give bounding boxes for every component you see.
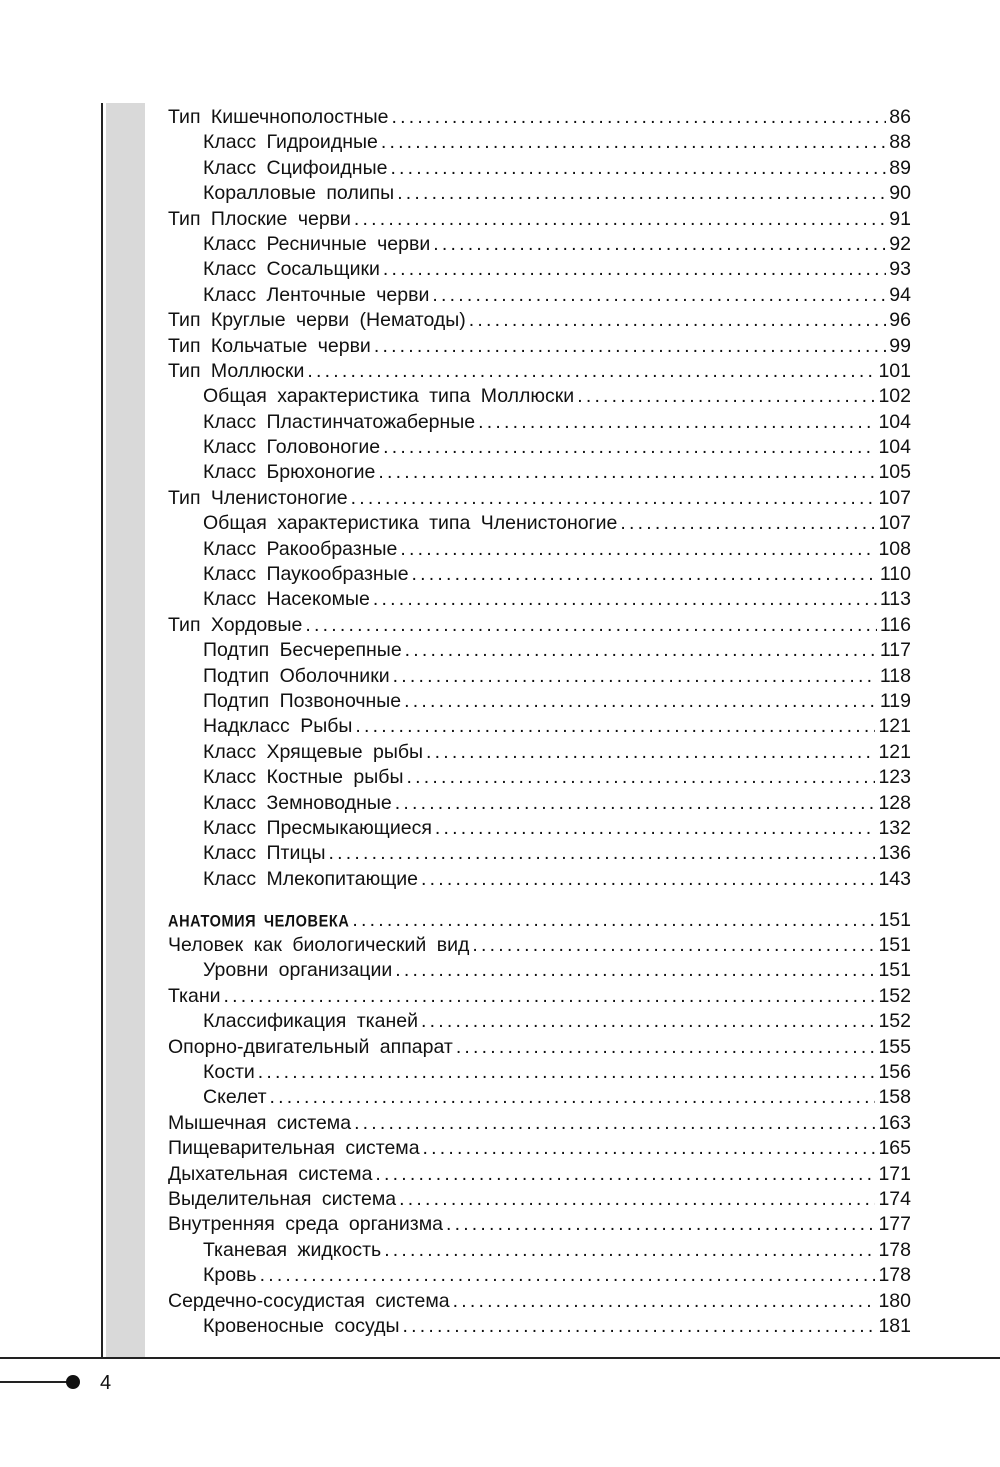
toc-entry-page: 110 <box>879 563 911 586</box>
toc-leader-dots <box>355 714 875 739</box>
toc-entry <box>168 984 911 1009</box>
toc-entry-page: 93 <box>889 258 911 281</box>
toc-leader-dots <box>446 1212 876 1237</box>
toc-leader-dots <box>421 1009 875 1034</box>
toc-entry-page: 99 <box>889 334 911 357</box>
toc-entry-title: Внутренняя среда организма <box>168 1213 443 1236</box>
page-number: 4 <box>100 1372 112 1394</box>
toc-entry-page: 92 <box>889 232 911 255</box>
toc-entry-title: Подтип Оболочники <box>203 664 390 687</box>
toc-entry <box>168 308 911 333</box>
toc-leader-dots <box>374 334 886 359</box>
toc-entry <box>168 156 911 181</box>
toc-entry-page: 151 <box>878 959 911 982</box>
toc-entry-page: 136 <box>878 842 911 865</box>
toc-entry-title: Класс Костные рыбы <box>203 766 404 789</box>
toc-entry-page: 104 <box>878 436 911 459</box>
toc-leader-dots <box>305 613 877 638</box>
toc-entry-title: Классификация тканей <box>203 1010 418 1033</box>
toc-entry-title: Класс Гидроидные <box>203 131 378 154</box>
toc-leader-dots <box>307 359 875 384</box>
toc-entry-title: Выделительная система <box>168 1188 397 1210</box>
toc-leader-dots <box>405 638 877 663</box>
toc-entry <box>168 689 911 714</box>
toc-leader-dots <box>383 257 886 282</box>
toc-leader-dots <box>432 283 886 308</box>
toc-entry-page: 152 <box>878 1010 911 1033</box>
toc-entry-page: 132 <box>878 816 911 839</box>
toc-entry-page: 163 <box>878 1111 911 1134</box>
toc-entry <box>168 257 911 282</box>
toc-entry-title: Дыхательная система <box>168 1162 373 1185</box>
toc-entry-title: Класс Сцифоидные <box>203 156 388 179</box>
toc-entry-page: 117 <box>879 639 911 662</box>
toc-leader-dots <box>354 207 886 232</box>
toc-entry-page: 177 <box>878 1213 911 1236</box>
footer-rule <box>0 1357 1000 1359</box>
toc-entry-page: 90 <box>889 182 911 205</box>
toc-entry <box>168 537 911 562</box>
toc-entry-title: Класс Пресмыкающиеся <box>203 816 432 839</box>
toc-entry <box>168 1162 911 1187</box>
toc-entry-title: Класс Хрящевые рыбы <box>203 740 424 763</box>
toc-leader-dots <box>435 816 876 841</box>
toc-entry-title: Скелет <box>203 1086 267 1109</box>
toc-entry <box>168 841 911 866</box>
toc-entry <box>168 105 911 130</box>
toc-entry <box>168 1060 911 1085</box>
toc-entry-page: 178 <box>878 1238 911 1261</box>
toc-entry <box>168 740 911 765</box>
gray-margin-band <box>106 103 145 1357</box>
toc-entry-title: Пищеварительная система <box>168 1137 420 1160</box>
toc-entry-page: 107 <box>878 512 911 535</box>
toc-leader-dots <box>383 435 875 460</box>
toc-entry-title: Класс Ракообразные <box>203 537 398 560</box>
toc-entry-page: 105 <box>878 461 911 484</box>
footer-bullet-icon <box>66 1375 80 1389</box>
toc-leader-dots <box>270 1085 876 1110</box>
toc-entry <box>168 334 911 359</box>
toc-entry <box>168 181 911 206</box>
toc-entry-title: Тип Круглые черви (Нематоды) <box>168 309 466 332</box>
toc-entry <box>168 714 911 739</box>
toc-leader-dots <box>390 156 886 181</box>
toc-entry <box>168 486 911 511</box>
toc-entry-title: Кровеносные сосуды <box>203 1314 400 1337</box>
footer-pointer-line <box>0 1381 72 1383</box>
toc-leader-dots <box>393 664 877 689</box>
toc-leader-dots <box>404 689 877 714</box>
toc-entry-title: АНАТОМИЯ ЧЕЛОВЕКА <box>168 912 350 931</box>
toc-entry-page: 119 <box>879 689 911 712</box>
toc-entry <box>168 384 911 409</box>
toc-entry-title: Класс Млекопитающие <box>203 867 418 890</box>
toc-leader-dots <box>423 1136 876 1161</box>
toc-section-heading <box>168 908 911 933</box>
toc-entry-title: Подтип Позвоночные <box>203 689 402 712</box>
toc-entry-page: 151 <box>878 908 911 931</box>
toc-entry-page: 118 <box>879 664 911 687</box>
toc-entry-page: 128 <box>878 791 911 814</box>
toc-leader-dots <box>399 1187 875 1212</box>
toc-entry <box>168 1009 911 1034</box>
toc-leader-dots <box>354 1111 875 1136</box>
toc-leader-dots <box>260 1263 876 1288</box>
toc-entry-page: 155 <box>878 1035 911 1058</box>
toc-entry-page: 102 <box>878 385 911 408</box>
toc-entry-title: Тип Плоские черви <box>168 207 351 230</box>
toc-entry-title: Класс Земноводные <box>203 791 392 814</box>
toc-entry <box>168 1289 911 1314</box>
toc-leader-dots <box>384 1238 875 1263</box>
toc-entry-page: 171 <box>878 1162 911 1185</box>
toc-entry <box>168 283 911 308</box>
toc-entry-title: Тип Моллюски <box>168 359 305 382</box>
toc-entry <box>168 511 911 536</box>
toc-entry-page: 88 <box>889 131 911 154</box>
toc-entry-title: Тип Членистоногие <box>168 486 348 509</box>
toc-entry <box>168 638 911 663</box>
toc-entry <box>168 130 911 155</box>
toc-entry <box>168 410 911 435</box>
toc-entry-title: Класс Птицы <box>203 842 326 865</box>
toc-leader-dots <box>392 105 887 130</box>
toc-entry-page: 165 <box>878 1137 911 1160</box>
toc-leader-dots <box>400 537 875 562</box>
toc-entry <box>168 791 911 816</box>
toc-entry <box>168 232 911 257</box>
toc-entry-title: Сердечно-сосудистая система <box>168 1289 450 1312</box>
toc-entry-title: Подтип Бесчерепные <box>203 639 402 662</box>
toc-entry <box>168 460 911 485</box>
toc-entry-page: 143 <box>878 867 911 890</box>
toc-leader-dots <box>258 1060 876 1085</box>
toc-entry <box>168 207 911 232</box>
toc-entry-page: 89 <box>889 156 911 179</box>
toc-leader-dots <box>352 908 875 933</box>
toc-entry-title: Класс Паукообразные <box>203 563 409 586</box>
toc-leader-dots <box>577 384 875 409</box>
toc-entry-page: 123 <box>878 766 911 789</box>
toc-entry <box>168 1212 911 1237</box>
toc-leader-dots <box>453 1289 876 1314</box>
toc-entry-page: 94 <box>889 283 911 306</box>
toc-leader-dots <box>375 1162 875 1187</box>
toc-entry-title: Тканевая жидкость <box>203 1238 382 1261</box>
toc-leader-dots <box>395 958 875 983</box>
toc-entry-page: 91 <box>889 207 911 230</box>
toc-entry-page: 116 <box>879 613 911 636</box>
toc-leader-dots <box>406 765 875 790</box>
toc-entry-title: Класс Ресничные черви <box>203 232 431 255</box>
toc-entry-title: Общая характеристика типа Членистоногие <box>203 512 618 535</box>
toc-entry-page: 101 <box>878 359 911 382</box>
toc-entry-title: Тип Кольчатые черви <box>168 334 371 357</box>
toc-leader-dots <box>381 130 886 155</box>
toc-entry-page: 121 <box>878 715 911 738</box>
toc-leader-dots <box>456 1035 876 1060</box>
toc-entry-page: 180 <box>878 1289 911 1312</box>
toc-entry-page: 107 <box>878 486 911 509</box>
table-of-contents <box>168 105 911 1339</box>
toc-entry-page: 152 <box>878 984 911 1007</box>
toc-entry-page: 104 <box>878 410 911 433</box>
toc-entry <box>168 1263 911 1288</box>
toc-entry-title: Человек как биологический вид <box>168 934 470 957</box>
toc-leader-dots <box>433 232 886 257</box>
toc-entry-title: Общая характеристика типа Моллюски <box>203 385 575 408</box>
toc-entry-page: 86 <box>889 106 911 128</box>
toc-leader-dots <box>403 1314 876 1339</box>
toc-leader-dots <box>397 181 886 206</box>
toc-leader-dots <box>478 410 875 435</box>
toc-leader-dots <box>620 511 875 536</box>
toc-entry <box>168 1187 911 1212</box>
toc-entry-title: Опорно-двигательный аппарат <box>168 1035 453 1058</box>
toc-entry-page: 121 <box>878 740 911 763</box>
toc-leader-dots <box>395 791 876 816</box>
toc-entry-page: 113 <box>879 588 911 611</box>
toc-entry-title: Класс Пластинчатожаберные <box>203 410 476 433</box>
toc-entry <box>168 1238 911 1263</box>
toc-leader-dots <box>469 308 887 333</box>
toc-entry-title: Класс Головоногие <box>203 436 381 459</box>
toc-leader-dots <box>329 841 876 866</box>
toc-entry <box>168 867 911 892</box>
toc-leader-dots <box>421 867 875 892</box>
toc-entry-title: Тип Хордовые <box>168 613 303 636</box>
toc-entry <box>168 1085 911 1110</box>
toc-entry-title: Коралловые полипы <box>203 182 395 205</box>
toc-entry-title: Класс Ленточные черви <box>203 283 430 306</box>
toc-entry-page: 178 <box>878 1264 911 1287</box>
toc-leader-dots <box>378 460 875 485</box>
toc-entry <box>168 1035 911 1060</box>
toc-entry-page: 181 <box>878 1314 911 1337</box>
toc-entry <box>168 562 911 587</box>
toc-entry-title: Кровь <box>203 1264 257 1287</box>
toc-leader-dots <box>426 740 875 765</box>
toc-leader-dots <box>472 933 875 958</box>
toc-entry-page: 108 <box>878 537 911 560</box>
toc-entry <box>168 359 911 384</box>
toc-leader-dots <box>373 587 877 612</box>
toc-entry-page: 151 <box>878 934 911 957</box>
toc-entry <box>168 435 911 460</box>
toc-entry-page: 174 <box>878 1188 911 1210</box>
toc-entry-title: Надкласс Рыбы <box>203 715 353 738</box>
toc-entry-title: Ткани <box>168 984 221 1007</box>
toc-entry-title: Класс Насекомые <box>203 588 370 611</box>
toc-entry <box>168 1111 911 1136</box>
toc-leader-dots <box>224 984 876 1009</box>
toc-entry-title: Класс Сосальщики <box>203 258 380 281</box>
toc-leader-dots <box>412 562 877 587</box>
toc-entry-title: Уровни организации <box>203 959 393 982</box>
toc-entry-title: Класс Брюхоногие <box>203 461 376 484</box>
toc-entry-page: 96 <box>889 309 911 332</box>
toc-entry <box>168 664 911 689</box>
toc-leader-dots <box>351 486 876 511</box>
toc-entry <box>168 765 911 790</box>
toc-entry <box>168 816 911 841</box>
toc-entry-title: Мышечная система <box>168 1111 352 1134</box>
left-margin-rule <box>101 103 103 1359</box>
toc-entry <box>168 613 911 638</box>
toc-entry <box>168 587 911 612</box>
toc-entry-page: 158 <box>878 1086 911 1109</box>
toc-entry <box>168 958 911 983</box>
toc-entry <box>168 1314 911 1339</box>
toc-entry <box>168 1136 911 1161</box>
toc-entry-title: Кости <box>203 1061 255 1084</box>
toc-entry-title: Тип Кишечнополостные <box>168 106 389 128</box>
toc-entry-page: 156 <box>878 1061 911 1084</box>
